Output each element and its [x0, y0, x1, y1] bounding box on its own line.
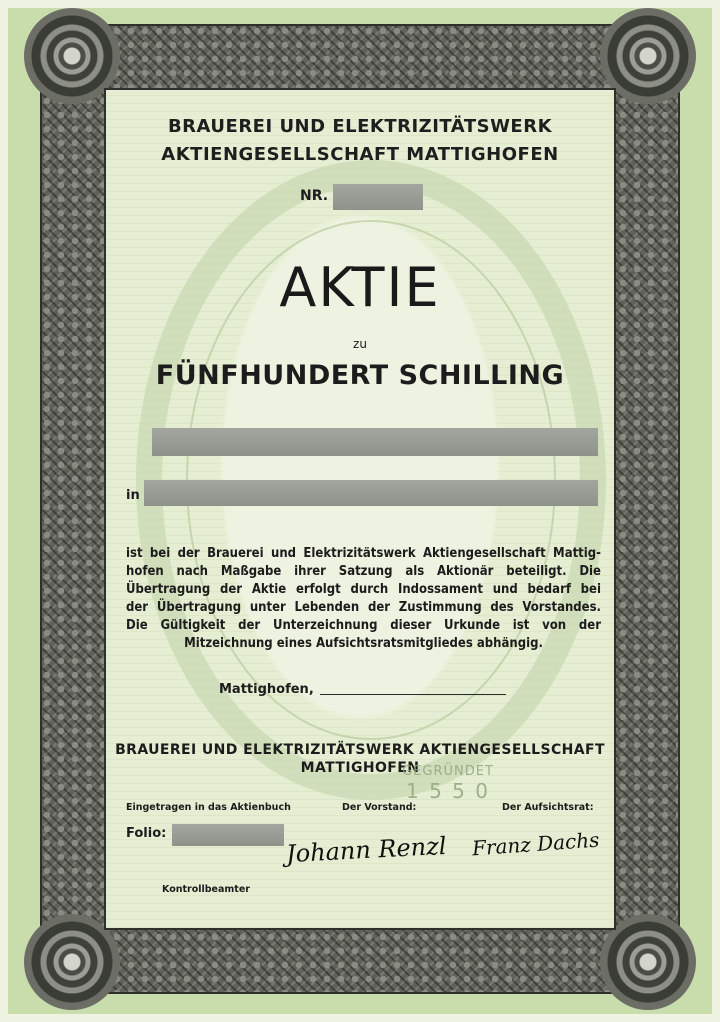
company-name-line-1: BRAUEREI UND ELEKTRIZITÄTSWERK — [167, 116, 553, 137]
folio-label: Folio: — [126, 826, 167, 841]
body-line-3: Übertragung der Aktie erfolgt durch Indossament und bedarf bei — [126, 582, 601, 597]
title-connector: zu — [353, 337, 367, 351]
nominal-value: FÜNFHUNDERT SCHILLING — [155, 360, 565, 391]
shareholder-residence-redacted — [144, 480, 598, 506]
founding-stamp — [398, 760, 498, 803]
shareholder-name-redacted — [152, 428, 598, 456]
company-footer-line-1: BRAUEREI UND ELEKTRIZITÄTSWERK AKTIENGESELLSCHAFT — [115, 742, 605, 758]
signature-board: Johann Renzl — [285, 831, 448, 869]
place-of-issue: Mattighofen, — [219, 682, 314, 697]
register-label: Eingetragen in das Aktienbuch — [126, 802, 291, 813]
signature-supervisory: Franz Dachs — [471, 827, 601, 861]
stamp-text-founded: GEGRÜNDET — [402, 764, 494, 779]
body-line-6: Mitzeichnung eines Aufsichtsratsmitgliedes abhängig. — [184, 636, 543, 651]
folio-number-redacted — [172, 824, 284, 846]
company-name-line-2: AKTIENGESELLSCHAFT MATTIGHOFEN — [161, 144, 559, 165]
control-officer-label: Kontrollbeamter — [162, 884, 250, 895]
supervisory-board-label: Der Aufsichtsrat: — [502, 802, 594, 813]
body-line-4: der Übertragung unter Lebenden der Zustimmung des Vorstandes. — [126, 600, 601, 615]
date-line — [320, 694, 506, 695]
board-label: Der Vorstand: — [342, 802, 417, 813]
company-footer-line-2: MATTIGHOFEN — [300, 760, 420, 776]
body-line-2: hofen nach Maßgabe ihrer Satzung als Aktionär beteiligt. Die — [126, 564, 601, 579]
number-label: NR. — [300, 188, 329, 204]
body-line-1: ist bei der Brauerei und Elektrizitätswerk Aktiengesellschaft Mattig- — [126, 546, 601, 561]
stamp-text-year: 1 5 5 0 — [406, 779, 490, 803]
residence-label: in — [126, 488, 140, 503]
certificate-title: AKTIE — [279, 256, 441, 319]
certificate-number-redacted — [333, 184, 423, 210]
body-line-5: Die Gültigkeit der Unterzeichnung dieser Urkunde ist von der — [126, 618, 601, 633]
